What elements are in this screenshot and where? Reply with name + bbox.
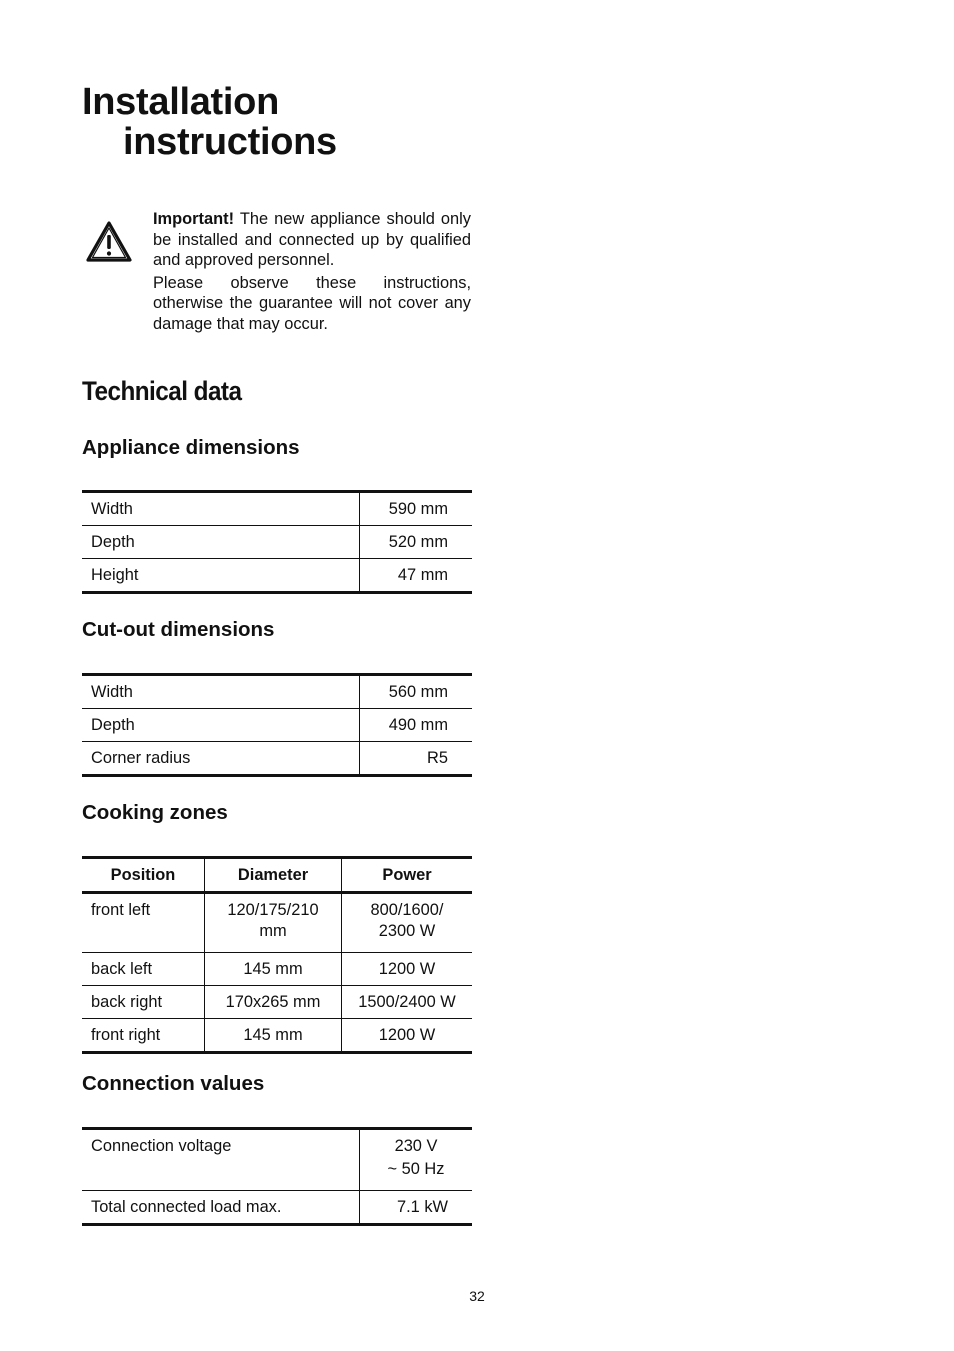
table-cell-diameter: 170x265 mm — [205, 986, 342, 1019]
diameter-line-1: 120/175/210 — [227, 901, 319, 919]
table-cell-position: back right — [82, 986, 205, 1019]
page-title-line-2: instructions — [123, 121, 337, 163]
connection-values-table — [82, 1127, 472, 1226]
column-header-diameter: Diameter — [205, 858, 342, 893]
table-cell-position: front right — [82, 1019, 205, 1053]
table-cell-value: 7.1 kW — [360, 1191, 473, 1225]
table-row — [82, 1019, 472, 1053]
table-cell-value: 560 mm — [360, 675, 473, 709]
table-cell-label: Depth — [82, 526, 360, 559]
table-row — [82, 953, 472, 986]
table-cell-label: Width — [82, 675, 360, 709]
cutout-dimensions-heading: Cut-out dimensions — [82, 618, 275, 641]
table-cell-power: 1200 W — [342, 953, 473, 986]
table-cell-value: R5 — [360, 742, 473, 776]
table-row — [82, 492, 472, 526]
column-header-power: Power — [342, 858, 473, 893]
important-notice-text-2: Please observe these instructions, otherwise the guarantee will not cover any damage that may occur. — [153, 273, 471, 333]
cooking-zones-table — [82, 856, 472, 1054]
column-header-position: Position — [82, 858, 205, 893]
table-row — [82, 986, 472, 1019]
table-cell-label: Width — [82, 492, 360, 526]
table-cell-diameter — [205, 893, 342, 953]
cooking-zones-heading: Cooking zones — [82, 801, 228, 824]
table-cell-value: 490 mm — [360, 709, 473, 742]
appliance-dimensions-heading: Appliance dimensions — [82, 436, 300, 459]
table-cell-position: back left — [82, 953, 205, 986]
table-cell-position: front left — [82, 893, 205, 953]
table-cell-power — [342, 893, 473, 953]
table-cell-diameter: 145 mm — [205, 953, 342, 986]
table-row — [82, 1129, 472, 1191]
table-row — [82, 893, 472, 953]
table-cell-label: Depth — [82, 709, 360, 742]
table-cell-diameter: 145 mm — [205, 1019, 342, 1053]
table-row — [82, 675, 472, 709]
appliance-dimensions-table — [82, 490, 472, 594]
table-header-row — [82, 858, 472, 893]
frequency-value: ~ 50 Hz — [387, 1160, 445, 1178]
power-line-1: 800/1600/ — [370, 901, 444, 919]
table-cell-label: Total connected load max. — [82, 1191, 360, 1225]
page-title — [82, 82, 337, 162]
table-row — [82, 526, 472, 559]
power-line-2: 2300 W — [378, 922, 436, 940]
table-row — [82, 559, 472, 593]
page-title-line-1: Installation — [82, 81, 279, 123]
diameter-line-2: mm — [259, 922, 287, 940]
page-number: 32 — [469, 1288, 485, 1304]
table-cell-power: 1500/2400 W — [342, 986, 473, 1019]
table-cell-label: Corner radius — [82, 742, 360, 776]
important-notice-text-1: The new appliance should only be installed and connected up by qualified and approved personnel. — [153, 210, 471, 270]
table-cell-label: Height — [82, 559, 360, 593]
important-label: Important! — [153, 210, 235, 228]
table-cell-label: Connection voltage — [82, 1129, 360, 1191]
voltage-value: 230 V — [394, 1137, 438, 1155]
table-cell-value: 590 mm — [360, 492, 473, 526]
table-cell-power: 1200 W — [342, 1019, 473, 1053]
table-cell-value: 47 mm — [360, 559, 473, 593]
technical-data-heading: Technical data — [82, 376, 242, 406]
cutout-dimensions-table — [82, 673, 472, 777]
connection-values-heading: Connection values — [82, 1072, 265, 1095]
warning-triangle-icon — [85, 220, 133, 264]
table-row — [82, 1191, 472, 1225]
table-cell-value — [360, 1129, 473, 1191]
table-row — [82, 709, 472, 742]
important-notice — [153, 209, 471, 335]
table-row — [82, 742, 472, 776]
important-notice-paragraph-1 — [153, 209, 471, 271]
table-cell-value: 520 mm — [360, 526, 473, 559]
